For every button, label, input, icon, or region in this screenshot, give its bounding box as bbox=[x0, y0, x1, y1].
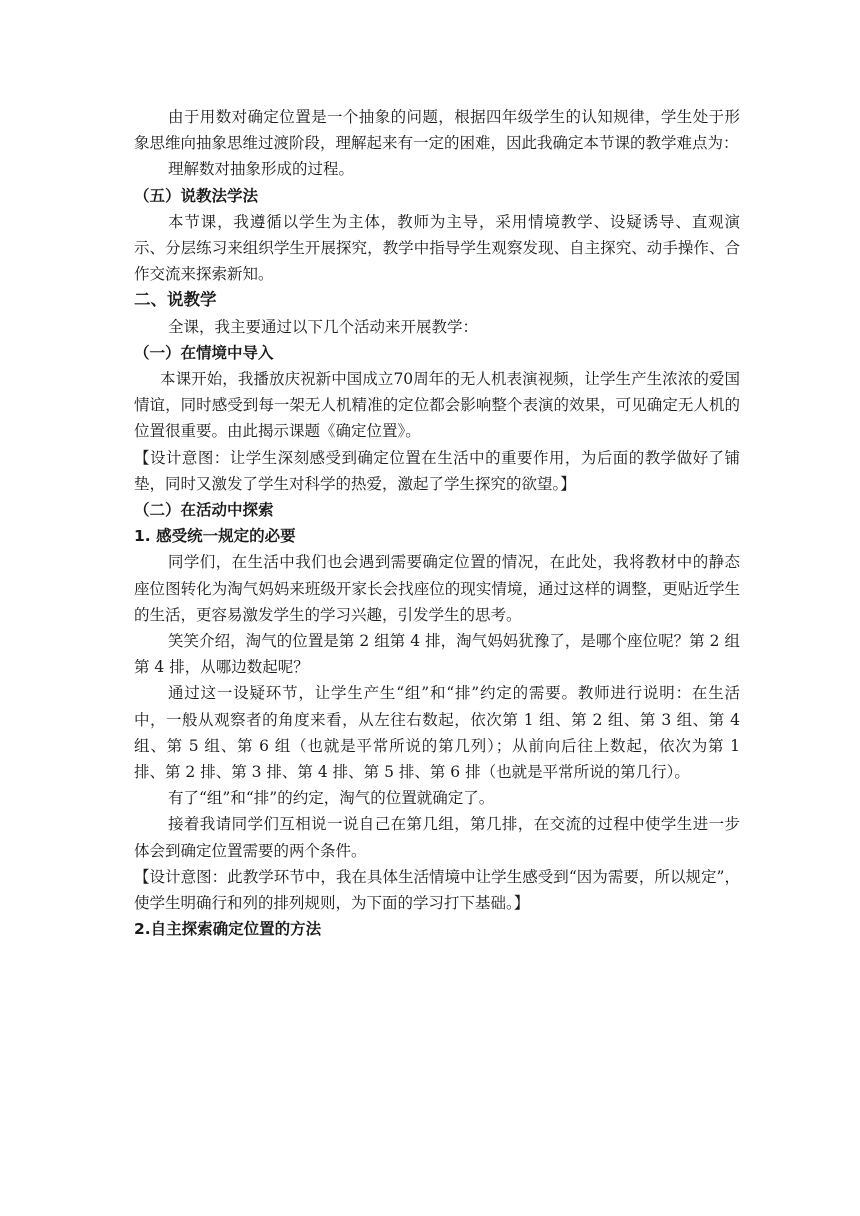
section-heading: （五）说教法学法 bbox=[134, 186, 259, 205]
body-paragraph: 本节课，我遵循以学生为主体，教师为主导，采用情境教学、设疑诱导、直观演示、分层练习来组织学生开展探究，教学中指导学生观察发现、自主探究、动手操作、合作交流来探索新知。 bbox=[134, 212, 740, 284]
body-paragraph: 有了“组”和“排”的约定，淘气的位置就确定了。 bbox=[168, 789, 495, 808]
section-heading: 二、说教学 bbox=[134, 290, 217, 310]
section-heading: 1. 感受统一规定的必要 bbox=[134, 527, 296, 546]
body-paragraph: 同学们，在生活中我们也会遇到需要确定位置的情况，在此处，我将教材中的静态座位图转化为淘气妈妈来班级开家长会找座位的现实情境，通过这样的调整，更贴近学生的生活，更容易激发学生的学习兴趣，引发学生的思考。 bbox=[134, 553, 740, 624]
body-paragraph: 接着我请同学们互相说一说自己在第几组，第几排，在交流的过程中使学生进一步体会到确定位置需要的两个条件。 bbox=[134, 815, 740, 860]
section-heading: （一）在情境中导入 bbox=[134, 343, 274, 362]
body-paragraph: 笑笑介绍，淘气的位置是第 2 组第 4 排，淘气妈妈犹豫了，是哪个座位呢？第 2 组第 4 排，从哪边数起呢？ bbox=[134, 632, 740, 677]
section-heading: （二）在活动中探索 bbox=[134, 501, 274, 520]
document-page bbox=[134, 104, 740, 943]
body-paragraph: 理解数对抽象形成的过程。 bbox=[168, 160, 355, 179]
body-paragraph: 由于用数对确定位置是一个抽象的问题，根据四年级学生的认知规律，学生处于形象思维向抽象思维过渡阶段，理解起来有一定的困难，因此我确定本节课的教学难点为： bbox=[134, 108, 740, 153]
body-paragraph: 【设计意图：让学生深刻感受到确定位置在生活中的重要作用，为后面的教学做好了铺垫，同时又激发了学生对科学的热爱，激起了学生探究的欲望。】 bbox=[134, 448, 740, 493]
body-paragraph: 通过这一设疑环节，让学生产生“组”和“排”约定的需要。教师进行说明：在生活中，一般从观察者的角度来看，从左往右数起，依次第 1 组、第 2 组、第 3 组、第 4 组、第 5 组、第 6 组（也就是平常所说的第几列）；从前向后往上数起，依次为第 1 排、第 2 排、第 3 排、第 4 排、第 5 排、第 6 排（也就是平常所说的第几行）。 bbox=[134, 684, 740, 782]
body-paragraph: 【设计意图：此教学环节中，我在具体生活情境中让学生感受到“因为需要，所以规定”，使学生明确行和列的排列规则，为下面的学习打下基础。】 bbox=[134, 867, 740, 913]
body-paragraph: 本课开始，我播放庆祝新中国成立70周年的无人机表演视频，让学生产生浓浓的爱国情谊，同时感受到每一架无人机精准的定位都会影响整个表演的效果，可见确定无人机的位置很重要。由此揭示课题《确定位置》。 bbox=[134, 370, 740, 441]
section-heading: 2.自主探索确定位置的方法 bbox=[134, 920, 322, 939]
body-paragraph: 全课，我主要通过以下几个活动来开展教学： bbox=[168, 317, 479, 336]
